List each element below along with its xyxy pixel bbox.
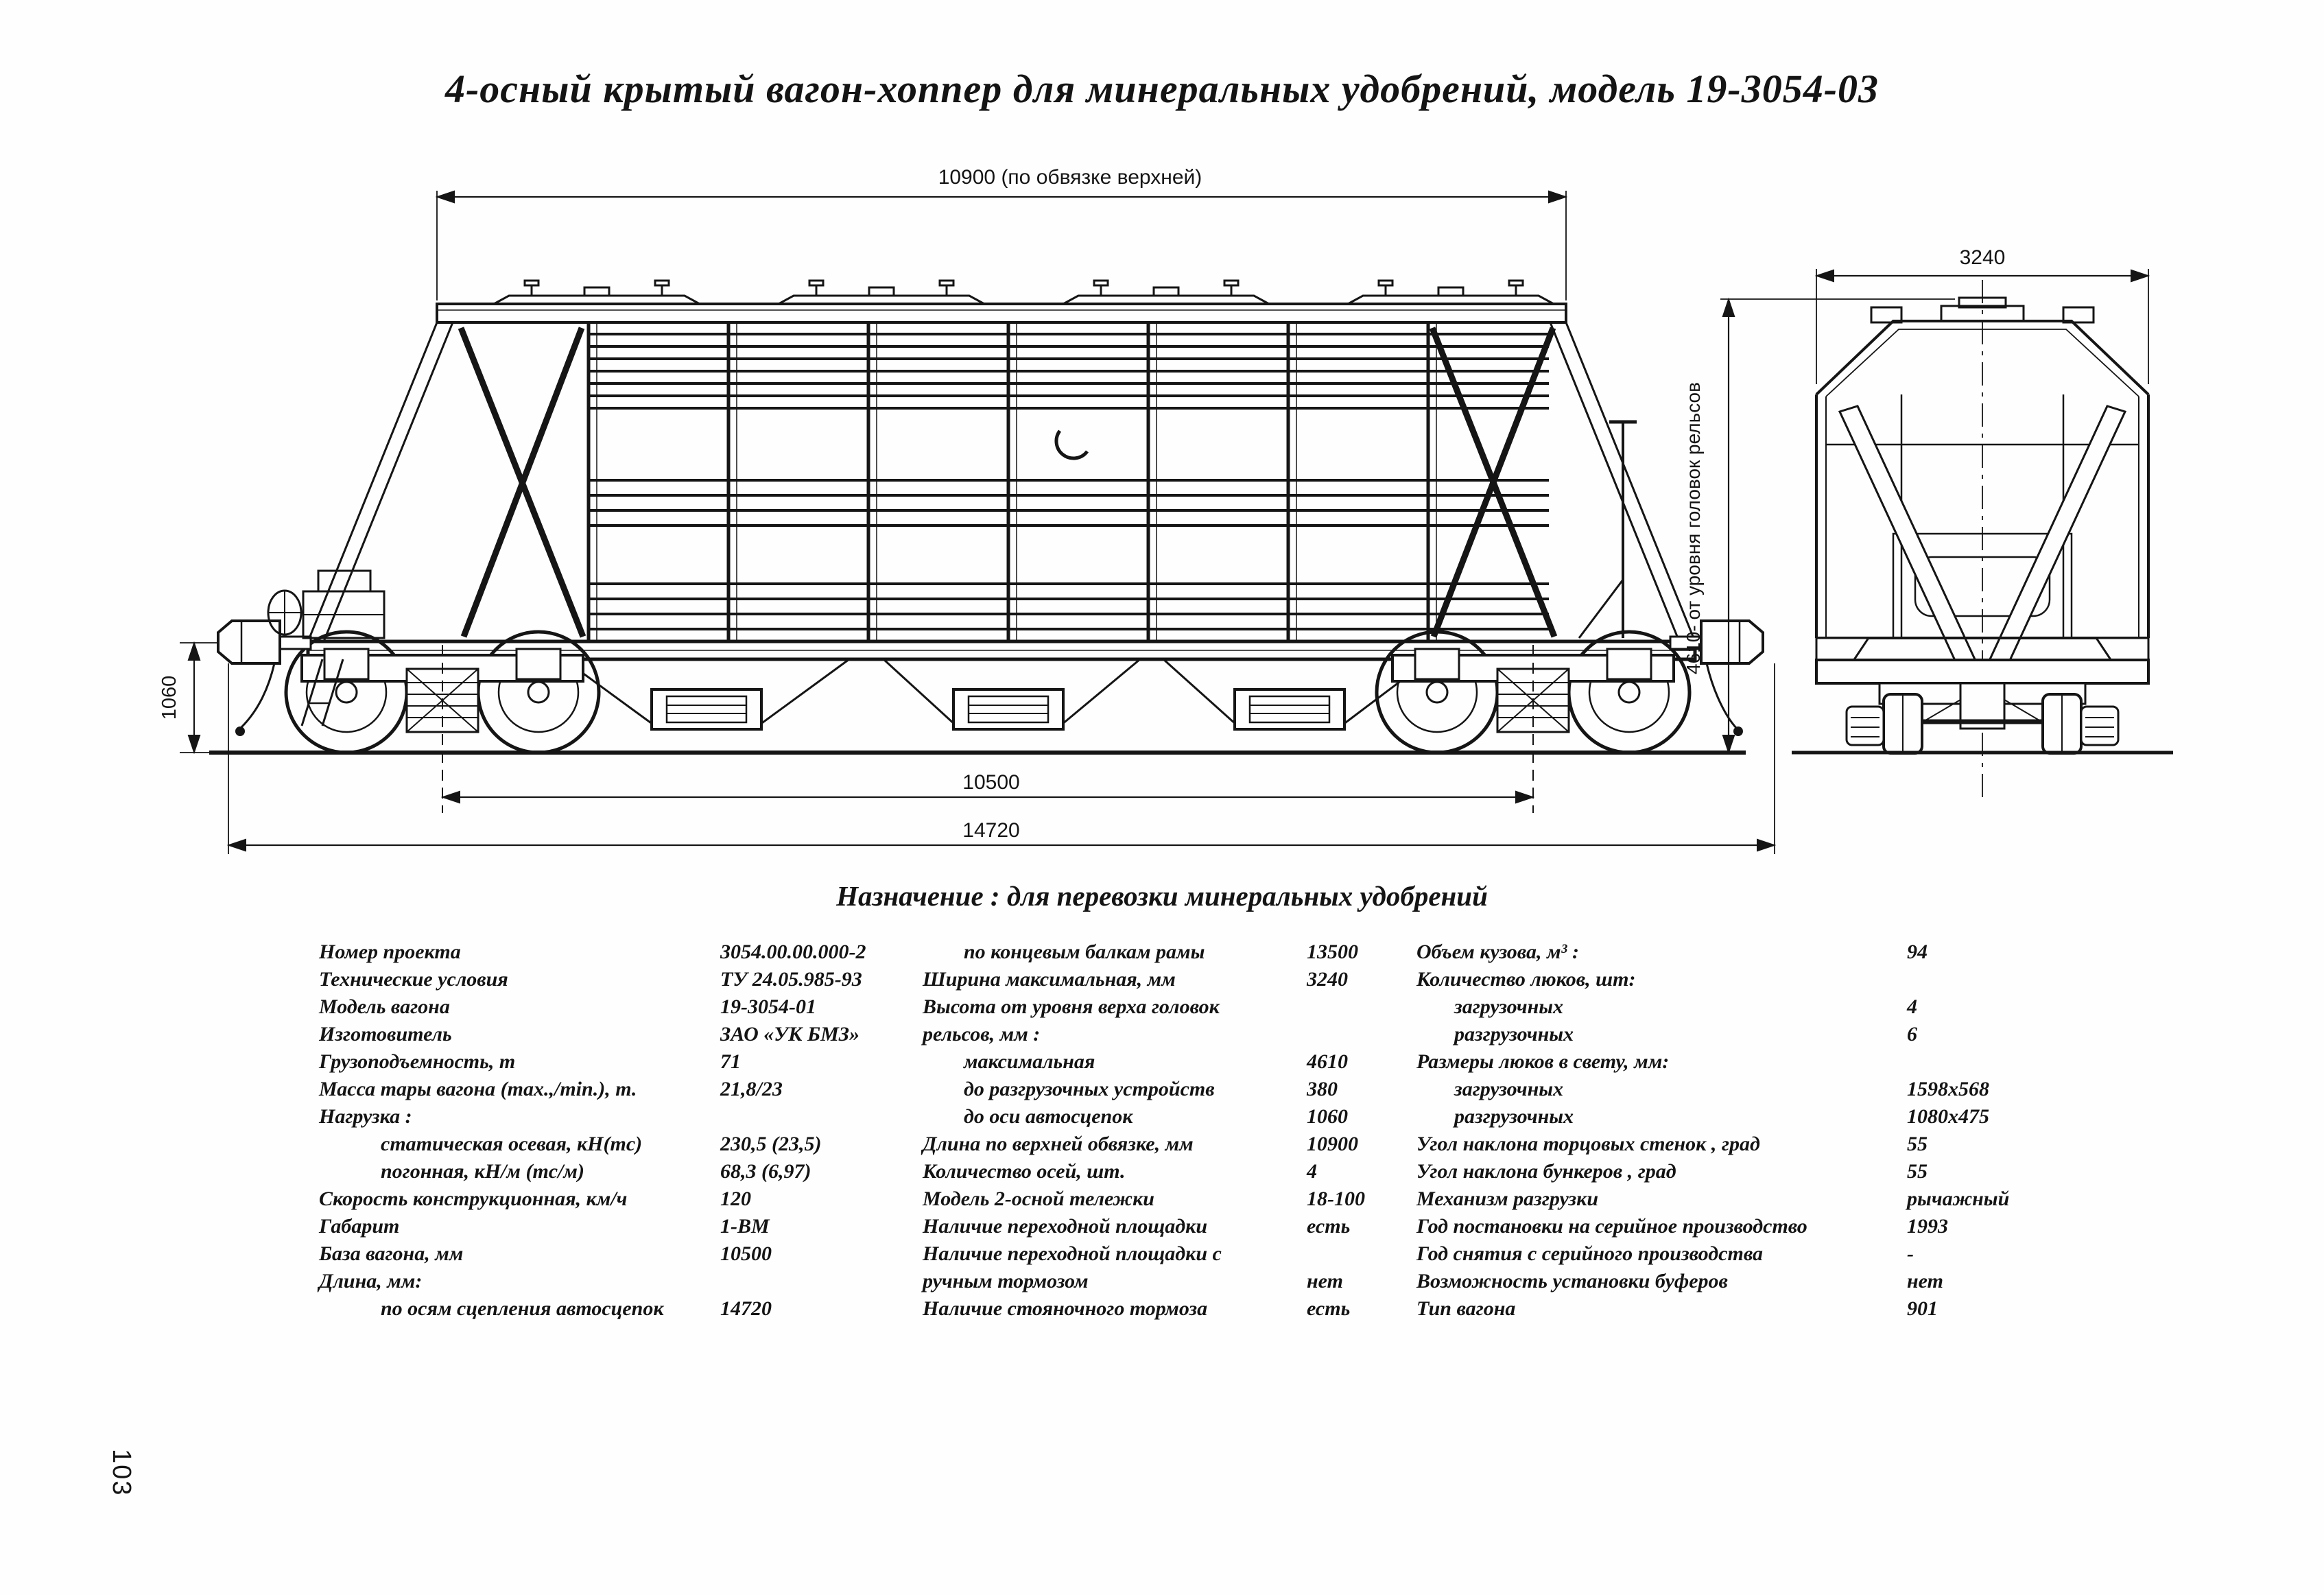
spec-value: 4 xyxy=(1307,1160,1317,1183)
spec-row xyxy=(1416,1295,2144,1323)
roof-hatches xyxy=(494,281,1554,304)
spec-label: Год снятия с серийного производства xyxy=(1416,1242,1764,1265)
spec-value: 19-3054-01 xyxy=(720,995,816,1018)
spec-row xyxy=(1416,1021,2144,1048)
spec-label: Наличие переходной площадки с xyxy=(923,1242,1222,1265)
spec-row xyxy=(923,938,1430,966)
spec-value: 71 xyxy=(720,1050,741,1073)
dim-label-height-rotated: 4610- от уровня головок рельсов xyxy=(1683,382,1704,674)
spec-value: 380 xyxy=(1307,1078,1338,1100)
spec-value: 1-ВМ xyxy=(720,1215,770,1238)
spec-label: Количество осей, шт. xyxy=(923,1160,1126,1183)
spec-row xyxy=(319,938,977,966)
spec-row xyxy=(923,1048,1430,1076)
spec-row xyxy=(319,1021,977,1048)
spec-value: есть xyxy=(1307,1215,1351,1238)
spec-value: 55 xyxy=(1907,1133,1928,1155)
spec-row xyxy=(1416,1048,2144,1076)
spec-column-middle xyxy=(923,938,1430,1323)
wall-corrugation xyxy=(590,334,1549,629)
spec-value: 1060 xyxy=(1307,1105,1348,1128)
spec-label: Объем кузова, м³ : xyxy=(1416,941,1579,963)
spec-label: Год постановки на серийное производство xyxy=(1416,1215,1807,1238)
spec-label: Высота от уровня верха головок xyxy=(923,995,1220,1018)
dim-label-bogie-base: 10500 xyxy=(962,771,1020,794)
spec-row xyxy=(319,993,977,1021)
spec-value: рычажный xyxy=(1907,1188,2010,1210)
spec-label: загрузочных xyxy=(1454,995,1564,1018)
spec-label: Модель вагона xyxy=(319,995,450,1018)
spec-row xyxy=(1416,993,2144,1021)
dim-coupler-height xyxy=(180,643,218,753)
page-title: 4-осный крытый вагон-хоппер для минеральных удобрений, модель 19-3054-03 xyxy=(444,67,1880,111)
spec-label: Наличие переходной площадки xyxy=(923,1215,1208,1238)
spec-label: рельсов, мм : xyxy=(923,1023,1041,1045)
spec-label: Скорость конструкционная, км/ч xyxy=(319,1188,628,1210)
spec-row xyxy=(1416,1131,2144,1158)
spec-value: 4610 xyxy=(1307,1050,1348,1073)
bogie-left xyxy=(286,632,599,813)
spec-row xyxy=(923,1240,1430,1268)
spec-row xyxy=(923,1021,1430,1048)
spec-label: загрузочных xyxy=(1454,1078,1564,1100)
dim-label-coupler-height: 1060 xyxy=(158,675,180,720)
spec-label: Наличие стояночного тормоза xyxy=(923,1297,1208,1320)
spec-label: Угол наклона торцовых стенок , град xyxy=(1416,1133,1760,1155)
spec-row xyxy=(1416,1103,2144,1131)
spec-row xyxy=(1416,1268,2144,1295)
dim-label-width: 3240 xyxy=(1959,246,2006,269)
spec-value: есть xyxy=(1307,1297,1351,1320)
spec-label: Модель 2-осной тележки xyxy=(923,1188,1154,1210)
spec-label: по концевым балкам рамы xyxy=(964,941,1205,963)
spec-label: Угол наклона бункеров , град xyxy=(1416,1160,1676,1183)
spec-row xyxy=(319,1103,977,1131)
spec-value: нет xyxy=(1307,1270,1343,1292)
spec-label: Механизм разгрузки xyxy=(1416,1188,1599,1210)
spec-row xyxy=(923,1295,1430,1323)
spec-value: 94 xyxy=(1907,941,1928,963)
bogie-right xyxy=(1377,632,1689,813)
spec-row xyxy=(923,993,1430,1021)
spec-value: 3054.00.00.000-2 xyxy=(720,941,866,963)
spec-label: Номер проекта xyxy=(319,941,461,963)
spec-row xyxy=(1416,1240,2144,1268)
spec-value: 3240 xyxy=(1307,968,1348,991)
spec-row xyxy=(923,966,1430,993)
spec-value: 14720 xyxy=(720,1297,772,1320)
spec-label: Тип вагона xyxy=(1416,1297,1516,1320)
spec-label: до разгрузочных устройств xyxy=(964,1078,1215,1100)
spec-row xyxy=(319,1295,977,1323)
side-view xyxy=(180,191,1775,854)
page-number: 103 xyxy=(107,1449,136,1497)
spec-label: База вагона, мм xyxy=(319,1242,464,1265)
spec-value: 1598x568 xyxy=(1907,1078,1989,1100)
spec-value: 10500 xyxy=(720,1242,772,1265)
spec-row xyxy=(319,1213,977,1240)
spec-value: 6 xyxy=(1907,1023,1917,1045)
spec-value: 4 xyxy=(1907,995,1917,1018)
spec-row xyxy=(1416,1185,2144,1213)
spec-label: статическая осевая, кН(тс) xyxy=(381,1133,643,1155)
spec-column-right xyxy=(1416,938,2144,1323)
spec-label: Грузоподъемность, т xyxy=(319,1050,516,1073)
spec-label: максимальная xyxy=(964,1050,1095,1073)
spec-label: Изготовитель xyxy=(319,1023,452,1045)
spec-value: 901 xyxy=(1907,1297,1938,1320)
dim-label-top-length: 10900 (по обвязке верхней) xyxy=(938,166,1202,189)
spec-label: разгрузочных xyxy=(1454,1105,1574,1128)
spec-value: 1080x475 xyxy=(1907,1105,1989,1128)
spec-row xyxy=(319,1268,977,1295)
spec-label: Размеры люков в свету, мм: xyxy=(1416,1050,1670,1073)
spec-column-left xyxy=(319,938,977,1323)
spec-row xyxy=(319,1076,977,1103)
spec-label: Длина по верхней обвязке, мм xyxy=(923,1133,1194,1155)
spec-label: Возможность установки буферов xyxy=(1416,1270,1728,1292)
spec-row xyxy=(1416,1076,2144,1103)
spec-row xyxy=(1416,966,2144,993)
spec-row xyxy=(319,1048,977,1076)
spec-label: Нагрузка : xyxy=(319,1105,412,1128)
spec-value: - xyxy=(1907,1242,1914,1265)
spec-label: Количество люков, шт: xyxy=(1416,968,1636,991)
spec-label: Габарит xyxy=(319,1215,400,1238)
spec-row xyxy=(319,1240,977,1268)
spec-value: 13500 xyxy=(1307,941,1358,963)
spec-label: Ширина максимальная, мм xyxy=(923,968,1176,991)
spec-value: 68,3 (6,97) xyxy=(720,1160,811,1183)
spec-label: Технические условия xyxy=(319,968,508,991)
spec-label: разгрузочных xyxy=(1454,1023,1574,1045)
spec-value: 55 xyxy=(1907,1160,1928,1183)
spec-row xyxy=(319,966,977,993)
spec-value: 18-100 xyxy=(1307,1188,1365,1210)
hopper-outlets xyxy=(564,659,1430,729)
spec-row xyxy=(319,1185,977,1213)
spec-row xyxy=(319,1131,977,1158)
spec-row xyxy=(923,1213,1430,1240)
end-view xyxy=(1720,269,2173,799)
spec-row xyxy=(319,1158,977,1185)
spec-label: по осям сцепления автосцепок xyxy=(381,1297,664,1320)
purpose-line: Назначение : для перевозки минеральных удобрений xyxy=(836,880,1488,912)
spec-row xyxy=(923,1185,1430,1213)
spec-row xyxy=(923,1103,1430,1131)
spec-value: 1993 xyxy=(1907,1215,1948,1238)
coupler-right xyxy=(1579,422,1763,736)
spec-row xyxy=(923,1268,1430,1295)
spec-value: ЗАО «УК БМЗ» xyxy=(720,1023,860,1045)
spec-label: Масса тары вагона (max.,/min.), т. xyxy=(319,1078,637,1100)
spec-value: 21,8/23 xyxy=(720,1078,783,1100)
spec-value: 10900 xyxy=(1307,1133,1358,1155)
spec-row xyxy=(923,1076,1430,1103)
spec-row xyxy=(1416,1158,2144,1185)
dim-label-total-length: 14720 xyxy=(962,819,1020,842)
spec-row xyxy=(1416,1213,2144,1240)
spec-label: ручным тормозом xyxy=(923,1270,1089,1292)
spec-label: погонная, кН/м (тс/м) xyxy=(381,1160,584,1183)
spec-label: до оси автосцепок xyxy=(964,1105,1133,1128)
spec-value: 120 xyxy=(720,1188,751,1210)
spec-value: нет xyxy=(1907,1270,1943,1292)
spec-value: ТУ 24.05.985-93 xyxy=(720,968,862,991)
spec-value: 230,5 (23,5) xyxy=(720,1133,822,1155)
spec-row xyxy=(1416,938,2144,966)
spec-label: Длина, мм: xyxy=(319,1270,423,1292)
dim-top-length xyxy=(437,191,1566,300)
spec-row xyxy=(923,1131,1430,1158)
spec-row xyxy=(923,1158,1430,1185)
